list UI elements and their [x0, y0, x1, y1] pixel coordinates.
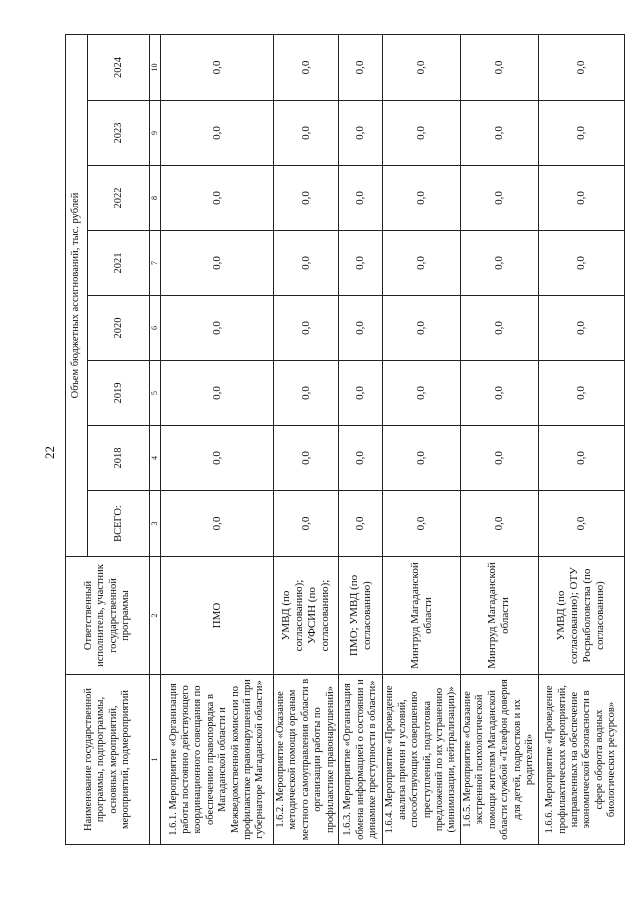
year-value: 0,0: [273, 34, 338, 100]
year-value: 0,0: [538, 426, 624, 491]
column-number: 7: [150, 231, 161, 296]
header-year-2019: 2019: [88, 361, 150, 426]
year-value: 0,0: [383, 426, 461, 491]
year-value: 0,0: [383, 361, 461, 426]
year-value: 0,0: [383, 101, 461, 166]
year-value: 0,0: [339, 101, 383, 166]
activity-name: 1.6.5. Мероприятие «Оказание экстренной психологической помощи жителям Магаданской области службой «Телефон доверия для детей, подростков и их родителей»: [460, 675, 538, 845]
total-value: 0,0: [273, 491, 338, 557]
table-row: [460, 34, 538, 844]
activity-name: 1.6.4. Мероприятие «Проведение анализа причин и условий, способствующих совершению преступлений, подготовка предложений по их устранению (минимизации, нейтрализации)»: [383, 675, 461, 845]
header-year-2020: 2020: [88, 296, 150, 361]
total-value: 0,0: [161, 491, 274, 557]
column-number: 3: [150, 491, 161, 557]
column-number: 5: [150, 361, 161, 426]
year-value: 0,0: [273, 166, 338, 231]
column-number: 1: [150, 675, 161, 845]
year-value: 0,0: [460, 34, 538, 100]
year-value: 0,0: [161, 101, 274, 166]
header-total: ВСЕГО:: [88, 491, 150, 557]
executor: УМВД (по согласованию); ОТУ Росрыболовства (по согласованию): [538, 557, 624, 675]
executor: УМВД (по согласованию); УФСИН (по согласованию);: [273, 557, 338, 675]
executor: Минтруд Магаданской области: [460, 557, 538, 675]
budget-table: [65, 34, 625, 845]
column-number: 2: [150, 557, 161, 675]
total-value: 0,0: [383, 491, 461, 557]
header-year-2024: 2024: [88, 34, 150, 100]
header-year-2021: 2021: [88, 231, 150, 296]
year-value: 0,0: [383, 166, 461, 231]
column-number: 10: [150, 34, 161, 100]
header-name-column: Наименование государственной программы, подпрограммы, основных мероприятий, мероприятий, подмероприятий: [66, 675, 150, 845]
year-value: 0,0: [339, 361, 383, 426]
year-value: 0,0: [538, 101, 624, 166]
table-row: [538, 34, 624, 844]
executor: ПМО: [161, 557, 274, 675]
year-value: 0,0: [538, 361, 624, 426]
year-value: 0,0: [460, 166, 538, 231]
year-value: 0,0: [161, 166, 274, 231]
year-value: 0,0: [383, 296, 461, 361]
year-value: 0,0: [161, 361, 274, 426]
year-value: 0,0: [273, 101, 338, 166]
total-value: 0,0: [460, 491, 538, 557]
header-year-2022: 2022: [88, 166, 150, 231]
year-value: 0,0: [538, 34, 624, 100]
year-value: 0,0: [339, 426, 383, 491]
year-value: 0,0: [460, 101, 538, 166]
year-value: 0,0: [339, 231, 383, 296]
year-value: 0,0: [161, 296, 274, 361]
year-value: 0,0: [339, 296, 383, 361]
table-row: [273, 34, 338, 844]
table-row: [161, 34, 274, 844]
year-value: 0,0: [273, 361, 338, 426]
column-number: 9: [150, 101, 161, 166]
year-value: 0,0: [273, 426, 338, 491]
activity-name: 1.6.6. Мероприятие «Проведение профилактических мероприятий, направленных на обеспечение экономической безопасности в сфере оборота водных биологических ресурсов»: [538, 675, 624, 845]
year-value: 0,0: [383, 34, 461, 100]
activity-name: 1.6.1. Мероприятие «Организация работы постоянно действующего координационного совещания по обеспечению правопорядка в Магаданской области и Межведомственной комиссии по профилактике правонарушений при губернаторе Магаданской области»: [161, 675, 274, 845]
year-value: 0,0: [383, 231, 461, 296]
header-executor-column: Ответственный исполнитель, участник государственной программы: [66, 557, 150, 675]
column-number: 6: [150, 296, 161, 361]
year-value: 0,0: [538, 166, 624, 231]
year-value: 0,0: [161, 231, 274, 296]
table-row: [339, 34, 383, 844]
year-value: 0,0: [339, 34, 383, 100]
total-value: 0,0: [538, 491, 624, 557]
activity-name: 1.6.2. Мероприятие «Оказание методической помощи органам местного самоуправления области в организации работы по профилактике правонарушений»: [273, 675, 338, 845]
year-value: 0,0: [273, 296, 338, 361]
year-value: 0,0: [460, 231, 538, 296]
header-year-2018: 2018: [88, 426, 150, 491]
year-value: 0,0: [161, 34, 274, 100]
executor: Минтруд Магаданской области: [383, 557, 461, 675]
year-value: 0,0: [339, 166, 383, 231]
year-value: 0,0: [538, 231, 624, 296]
table-row: [383, 34, 461, 844]
page-number: 22: [42, 446, 57, 459]
year-value: 0,0: [273, 231, 338, 296]
year-value: 0,0: [460, 426, 538, 491]
header-year-2023: 2023: [88, 101, 150, 166]
activity-name: 1.6.3. Мероприятие «Организация обмена информацией о состоянии и динамике преступности в области»: [339, 675, 383, 845]
rotated-table-container: [65, 35, 625, 845]
header-budget-group: Объем бюджетных ассигнований, тыс. рублей: [66, 34, 88, 556]
column-number: 4: [150, 426, 161, 491]
total-value: 0,0: [339, 491, 383, 557]
year-value: 0,0: [460, 296, 538, 361]
year-value: 0,0: [460, 361, 538, 426]
column-number: 8: [150, 166, 161, 231]
year-value: 0,0: [538, 296, 624, 361]
year-value: 0,0: [161, 426, 274, 491]
executor: ПМО; УМВД (по согласованию): [339, 557, 383, 675]
